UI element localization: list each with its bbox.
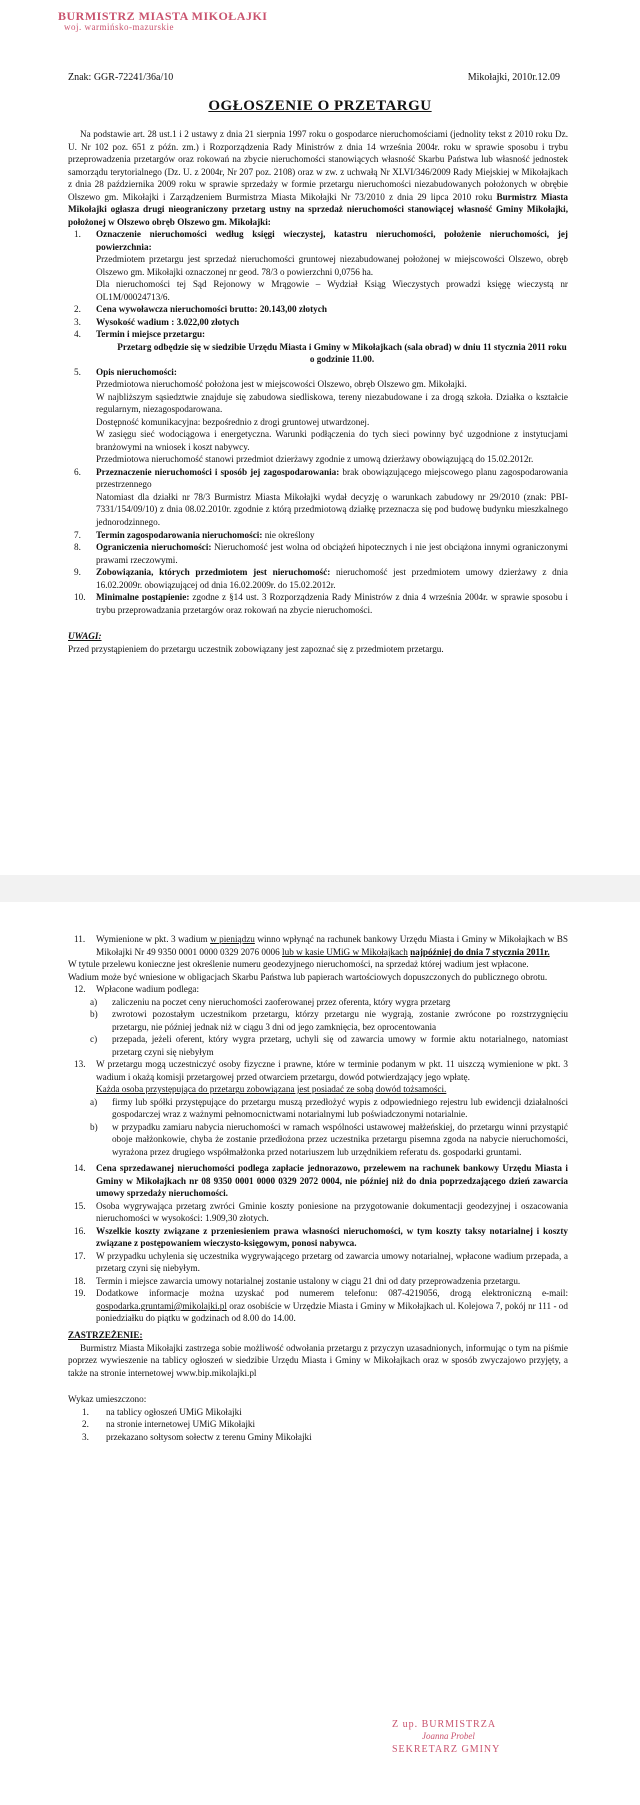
item-4 <box>68 328 568 366</box>
signature-line-1: Z up. BURMISTRZA <box>392 1719 497 1730</box>
item-14 <box>68 1162 568 1200</box>
stamp-line-2: woj. warmińsko-mazurskie <box>64 22 174 33</box>
item-text: Wysokość wadium : 3.022,00 złotych <box>96 316 240 327</box>
item-16 <box>68 1225 568 1250</box>
item-text: Nieruchomość jest wolna od obciążeń hipotecznych i nie jest obciążona innymi ograniczonymi prawami rzeczowymi. <box>96 542 568 565</box>
sub-item <box>68 996 568 1009</box>
item-8 <box>68 541 568 566</box>
email-link[interactable]: gospodarka.gruntami@mikolajki.pl <box>96 1300 227 1311</box>
item-1 <box>68 228 568 303</box>
item-text: Osoba wygrywająca przetarg zwróci Gminie koszty poniesione na przygotowanie dokumentacji geodezyjnej i oszacowania nieruchomości w wysokości: 1.909,30 złotych. <box>96 1200 568 1224</box>
item-text: W przetargu mogą uczestniczyć osoby fizyczne i prawne, które w terminie podanym w pkt. 11 uiszczą wymienione w pkt. 3 wadium i okażą komisji przetargowej przed otwarciem przetargu, dowód potwierdzający jego wpłatę. <box>96 1059 568 1082</box>
item-number: 16. <box>74 1225 86 1236</box>
sub-item-letter: a) <box>90 996 98 1007</box>
zastrzezenie-label: ZASTRZEŻENIE: <box>68 1329 143 1340</box>
stamp-line-1: BURMISTRZ MIASTA MIKOŁAJKI <box>58 9 268 23</box>
item-paragraph: Wadium może być wniesione w obligacjach Skarbu Państwa lub papierach wartościowych dopuszczonych do publicznego obrotu. <box>68 971 548 982</box>
item-number: 8. <box>74 542 81 553</box>
announcement-body-page-1 <box>68 128 568 655</box>
item-number: 3. <box>74 316 81 327</box>
sub-item-letter: a) <box>90 1096 98 1107</box>
sub-item <box>68 1033 568 1058</box>
text-run: Dodatkowe informacje można uzyskać pod numerem telefonu: 087-4219056, drogą elektroniczną e-mail: <box>96 1288 568 1299</box>
item-number: 19. <box>74 1288 86 1299</box>
item-number: 5. <box>74 366 81 377</box>
list-item-number: 1. <box>82 1406 89 1417</box>
list-item-text: przekazano sołtysom sołectw z terenu Gminy Mikołajki <box>106 1431 312 1442</box>
list-item-number: 2. <box>82 1419 89 1430</box>
uwagi-text: Przed przystąpieniem do przetargu uczestnik zobowiązany jest zapoznać się z przedmiotem przetargu. <box>68 643 444 654</box>
sub-item-letter: b) <box>90 1121 98 1132</box>
item-title: Oznaczenie nieruchomości według księgi wieczystej, katastru nieruchomości, położenie nieruchomości, jej powierzchnia: <box>96 229 568 252</box>
list-item-text: na stronie internetowej UMiG Mikołajki <box>106 1419 256 1430</box>
item-paragraph: W zasięgu sieć wodociągowa i energetyczna. Warunki podłączenia do tych sieci powinny być uzgodnione z instytucjami branżowymi na wniosek i koszt nabywcy. <box>96 429 568 452</box>
item-5 <box>68 366 568 466</box>
item-number: 2. <box>74 304 81 315</box>
item-number: 11. <box>74 934 86 944</box>
sub-item <box>68 1096 568 1121</box>
intro-bold: Burmistrz Miasta Mikołajki ogłasza drugi nieograniczony przetarg ustny na sprzedaż nieruchomości stanowiącej własność Gminy Mikołajki, położonej w Olszewo obręb Olszewo gm. Mikołajki: <box>68 191 569 227</box>
sub-item-text: zwrotowi pozostałym uczestnikom przetargu, którzy przetargu nie wygrają, zostanie zwrócone po rozstrzygnięciu przetargu, nie później jednak niż w ciągu 3 dni od jego zamknięcia, bez oprocentowania <box>112 1009 568 1032</box>
item-number: 10. <box>74 592 86 603</box>
item-title: Zobowiązania, których przedmiotem jest nieruchomość: <box>96 567 331 578</box>
list-item <box>68 1406 568 1419</box>
item-paragraph: Przedmiotowa nieruchomość położona jest w miejscowości Olszewo, obręb Olszewo gm. Mikołajki. <box>96 379 467 390</box>
deadline: najpóźniej do dnia 7 stycznia 2011r. <box>410 946 550 957</box>
item-number: 13. <box>74 1059 86 1070</box>
intro-text: Na podstawie art. 28 ust.1 i 2 ustawy z dnia 21 sierpnia 1997 roku o gospodarce nieruchomościami (jednolity tekst z 2010 roku Dz. U. Nr 102 poz. 651 z późn. zm.) i Rozporządzenia Rady Ministrów z dnia 14 września 2004r. roku w sprawie sposobu i trybu przeprowadzenia przetargów oraz rokowań na zbycie nieruchomości stanowiących własność Skarbu Państwa lub własność jednostek samorządu terytorialnego (Dz. U. z 2004r, Nr 207 poz. 2108) oraz w zw. z uchwałą Nr XLVI/346/2009 Rady Miejskiej w Mikołajkach z dnia 28 października 2009 roku w sprawie sprzedaży w formie przetargu nieruchomości niezabudowanych położonych w obrębie Olszewo gm. Mikołajki i Zarządzeniem Burmistrza Miasta Mikołajki Nr 73/2010 z dnia 29 lipca 2010 roku <box>68 129 568 202</box>
item-paragraph: Natomiast dla działki nr 78/3 Burmistrz Miasta Mikołajki wydał decyzję o warunkach zabudowy nr 29/2010 (znak: PBI-7331/154/09/10) z dnia 08.02.2010r. zgodnie z którą przedmiotową działkę przeznacza się pod budowę budynku mieszkalnego jednorodzinnego. <box>96 491 568 527</box>
list-item-number: 3. <box>82 1431 89 1442</box>
zastrzezenie-text: Burmistrz Miasta Mikołajki zastrzega sobie możliwość odwołania przetargu z przyczyn uzasadnionych, informując o tym na piśmie poprzez wywieszenie na tablicy ogłoszeń w siedzibie Urzędu Miasta i Gminy w Mikołajkach oraz w sposób zwyczajowo przyjęty, a także na stronie internetowej www.bip.mikolajki.pl <box>68 1342 568 1378</box>
list-item <box>68 1431 568 1444</box>
sub-item-text: firmy lub spółki przystępujące do przetargu muszą przedłożyć wypis z odpowiedniego rejestru lub ewidencji działalności gospodarczej wraz z ważnymi pełnomocnictwami notarialnymi lub poświadczonymi notarialnie. <box>112 1096 568 1120</box>
signature-stamp <box>392 1718 500 1756</box>
item-paragraph: Dostępność komunikacyjna: bezpośrednio z drogi gruntowej utwardzonej. <box>96 416 370 427</box>
item-text: Przetarg odbędzie się w siedzibie Urzędu Miasta i Gminy w Mikołajkach (sala obrad) w dniu 11 stycznia 2011 roku o godzinie 11.00. <box>117 341 567 365</box>
item-15 <box>68 1200 568 1225</box>
item-number: 12. <box>74 984 86 995</box>
item-19 <box>68 1287 568 1325</box>
sub-item <box>68 1008 568 1033</box>
reference-number: Znak: GGR-72241/36a/10 <box>68 72 174 83</box>
text-run: oraz osobiście w Urzędzie Miasta i Gminy w Mikołajkach ul. Kolejowa 7, pokój nr 111 - od poniedziałku do piątku w godzinach od 8.00 do 14.00. <box>96 1300 568 1324</box>
item-paragraph: Przedmiotem przetargu jest sprzedaż nieruchomości gruntowej niezabudowanej położonej w miejscowości Olszewo, obręb Olszewo gm. Mikołajki oznaczonej nr geod. 78/3 o powierzchni 0,0756 ha. <box>96 254 568 277</box>
item-title: Minimalne postąpienie: <box>96 592 190 603</box>
uwagi-label: UWAGI: <box>68 631 102 642</box>
text-run: Wymienione w pkt. 3 wadium <box>96 934 211 944</box>
text-run-underlined: lub w kasie UMiG w Mikołajkach <box>282 946 408 957</box>
item-13 <box>68 1058 568 1096</box>
item-18 <box>68 1275 568 1288</box>
item-17 <box>68 1250 568 1275</box>
item-number: 7. <box>74 529 81 540</box>
item-title: Przeznaczenie nieruchomości i sposób jej zagospodarowania: <box>96 466 340 477</box>
list-item <box>68 1418 568 1431</box>
item-2 <box>68 303 568 316</box>
sub-item-letter: c) <box>90 1034 98 1045</box>
item-title: Ograniczenia nieruchomości: <box>96 542 212 553</box>
item-number: 1. <box>74 229 81 240</box>
item-text: zgodne z §14 ust. 3 Rozporządzenia Rady Ministrów z dnia 4 września 2004r. w sprawie sposobu i trybu przeprowadzania przetargów oraz rokowań na zbycie nieruchomości. <box>96 592 568 615</box>
item-title: Termin zagospodarowania nieruchomości: <box>96 529 263 540</box>
municipal-stamp <box>58 10 267 33</box>
signature-line-3: SEKRETARZ GMINY <box>392 1743 501 1755</box>
intro-paragraph <box>68 128 568 228</box>
item-11 <box>68 933 568 958</box>
item-9 <box>68 566 568 591</box>
item-text: Wszelkie koszty związane z przeniesieniem prawa własności nieruchomości, w tym koszty taksy notarialnej i koszty związane z postępowaniem wieczysto-księgowym, ponosi nabywca. <box>96 1225 568 1249</box>
item-number: 17. <box>74 1250 86 1261</box>
item-text: Cena sprzedawanej nieruchomości podlega zapłacie jednorazowo, przelewem na rachunek bankowy Urzędu Miasta i Gminy w Mikołajkach nr 08 9350 0001 0000 0329 2072 0004, nie później niż do dnia poprzedzającego dzień zawarcia umowy sprzedaży nieruchomości. <box>96 1163 568 1199</box>
item-text: nie określony <box>262 529 315 540</box>
item-title: Opis nieruchomości: <box>96 366 177 377</box>
item-text: Termin i miejsce zawarcia umowy notarialnej zostanie ustalony w ciągu 21 dni od daty przeprowadzenia przetargu. <box>96 1275 521 1286</box>
item-12 <box>68 983 568 996</box>
item-paragraph: Przedmiotowa nieruchomość stanowi przedmiot dzierżawy zgodnie z umową dzierżawy obowiązującą do 15.02.2012r. <box>96 454 534 465</box>
item-3 <box>68 316 568 329</box>
item-6 <box>68 466 568 529</box>
sub-item-text: zaliczeniu na poczet ceny nieruchomości zaoferowanej przez oferenta, który wygra przetarg <box>112 996 451 1007</box>
item-text: Cena wywoławcza nieruchomości brutto: 20.143,00 złotych <box>96 304 327 315</box>
item-7 <box>68 529 568 542</box>
text-run: winno wpłynąć na rachunek bankowy Urzędu Miasta i Gminy w Mikołajkach w BS Mikołajki Nr 49 9350 0001 0000 0329 2076 0006 <box>96 934 568 957</box>
document-title: OGŁOSZENIE O PRZETARGU <box>208 98 432 114</box>
announcement-body-page-2 <box>68 933 568 1443</box>
item-number: 15. <box>74 1200 86 1211</box>
item-text: nieruchomość jest przedmiotem umowy dzierżawy z dnia 16.02.2009r. obowiązującej od dnia 16.02.2009r. do 15.02.2012r. <box>96 567 568 590</box>
item-paragraph: W najbliższym sąsiedztwie znajduje się zabudowa siedliskowa, tereny niezabudowane i za drogą szkoła. Działka o kształcie regularnym, niezagospodarowana. <box>96 391 568 415</box>
item-number: 14. <box>74 1163 86 1174</box>
item-paragraph: Dla nieruchomości tej Sąd Rejonowy w Mrągowie – Wydział Ksiąg Wieczystych prowadzi księgę wieczystą nr OL1M/00024713/6. <box>96 279 568 302</box>
sub-item-text: przepada, jeżeli oferent, który wygra przetarg, uchyli się od zawarcia umowy w formie aktu notarialnego, natomiast przetarg czyni się niebyłym <box>112 1034 568 1057</box>
item-number: 4. <box>74 329 81 340</box>
sub-item <box>68 1121 568 1159</box>
sub-item-letter: b) <box>90 1009 98 1020</box>
document-date: Mikołajki, 2010r.12.09 <box>467 72 560 83</box>
item-title: Termin i miejsce przetargu: <box>96 329 206 340</box>
wykaz-label: Wykaz umieszczono: <box>68 1394 147 1405</box>
signature-handwritten: Joanna Probel <box>422 1731 475 1741</box>
sub-item-text: w przypadku zamiaru nabycia nieruchomości w ramach wspólności ustawowej małżeńskiej, do przetargu winni przystąpić oboje małżonkowie, chyba że zostanie przedłożona przez uczestnika przetargu pisemna zgoda na nabycie nieruchomości, wyrażona przez drugiego współmałżonka przed notariuszem lub urzędnikiem referatu ds. gospodarki gruntami. <box>112 1121 568 1157</box>
item-underlined: Każda osoba przystępująca do przetargu zobowiązana jest posiadać ze sobą dowód tożsamości. <box>96 1084 447 1095</box>
item-number: 9. <box>74 567 81 578</box>
item-number: 6. <box>74 466 81 477</box>
item-number: 18. <box>74 1275 86 1286</box>
item-10 <box>68 591 568 616</box>
text-run-underlined: w pieniądzu <box>210 934 255 944</box>
item-paragraph: W tytule przelewu konieczne jest określenie numeru geodezyjnego nieruchomości, na sprzedaż której wadium jest wpłacone. <box>68 959 529 970</box>
item-text: brak obowiązującego miejscowego planu zagospodarowania przestrzennego <box>96 466 568 490</box>
list-item-text: na tablicy ogłoszeń UMiG Mikołajki <box>106 1406 242 1417</box>
item-text: Wpłacone wadium podlega: <box>96 984 200 995</box>
item-text: W przypadku uchylenia się uczestnika wygrywającego przetarg od zawarcia umowy notarialnej, wpłacone wadium przepada, a przetarg czyni się niebyłym. <box>96 1250 568 1274</box>
